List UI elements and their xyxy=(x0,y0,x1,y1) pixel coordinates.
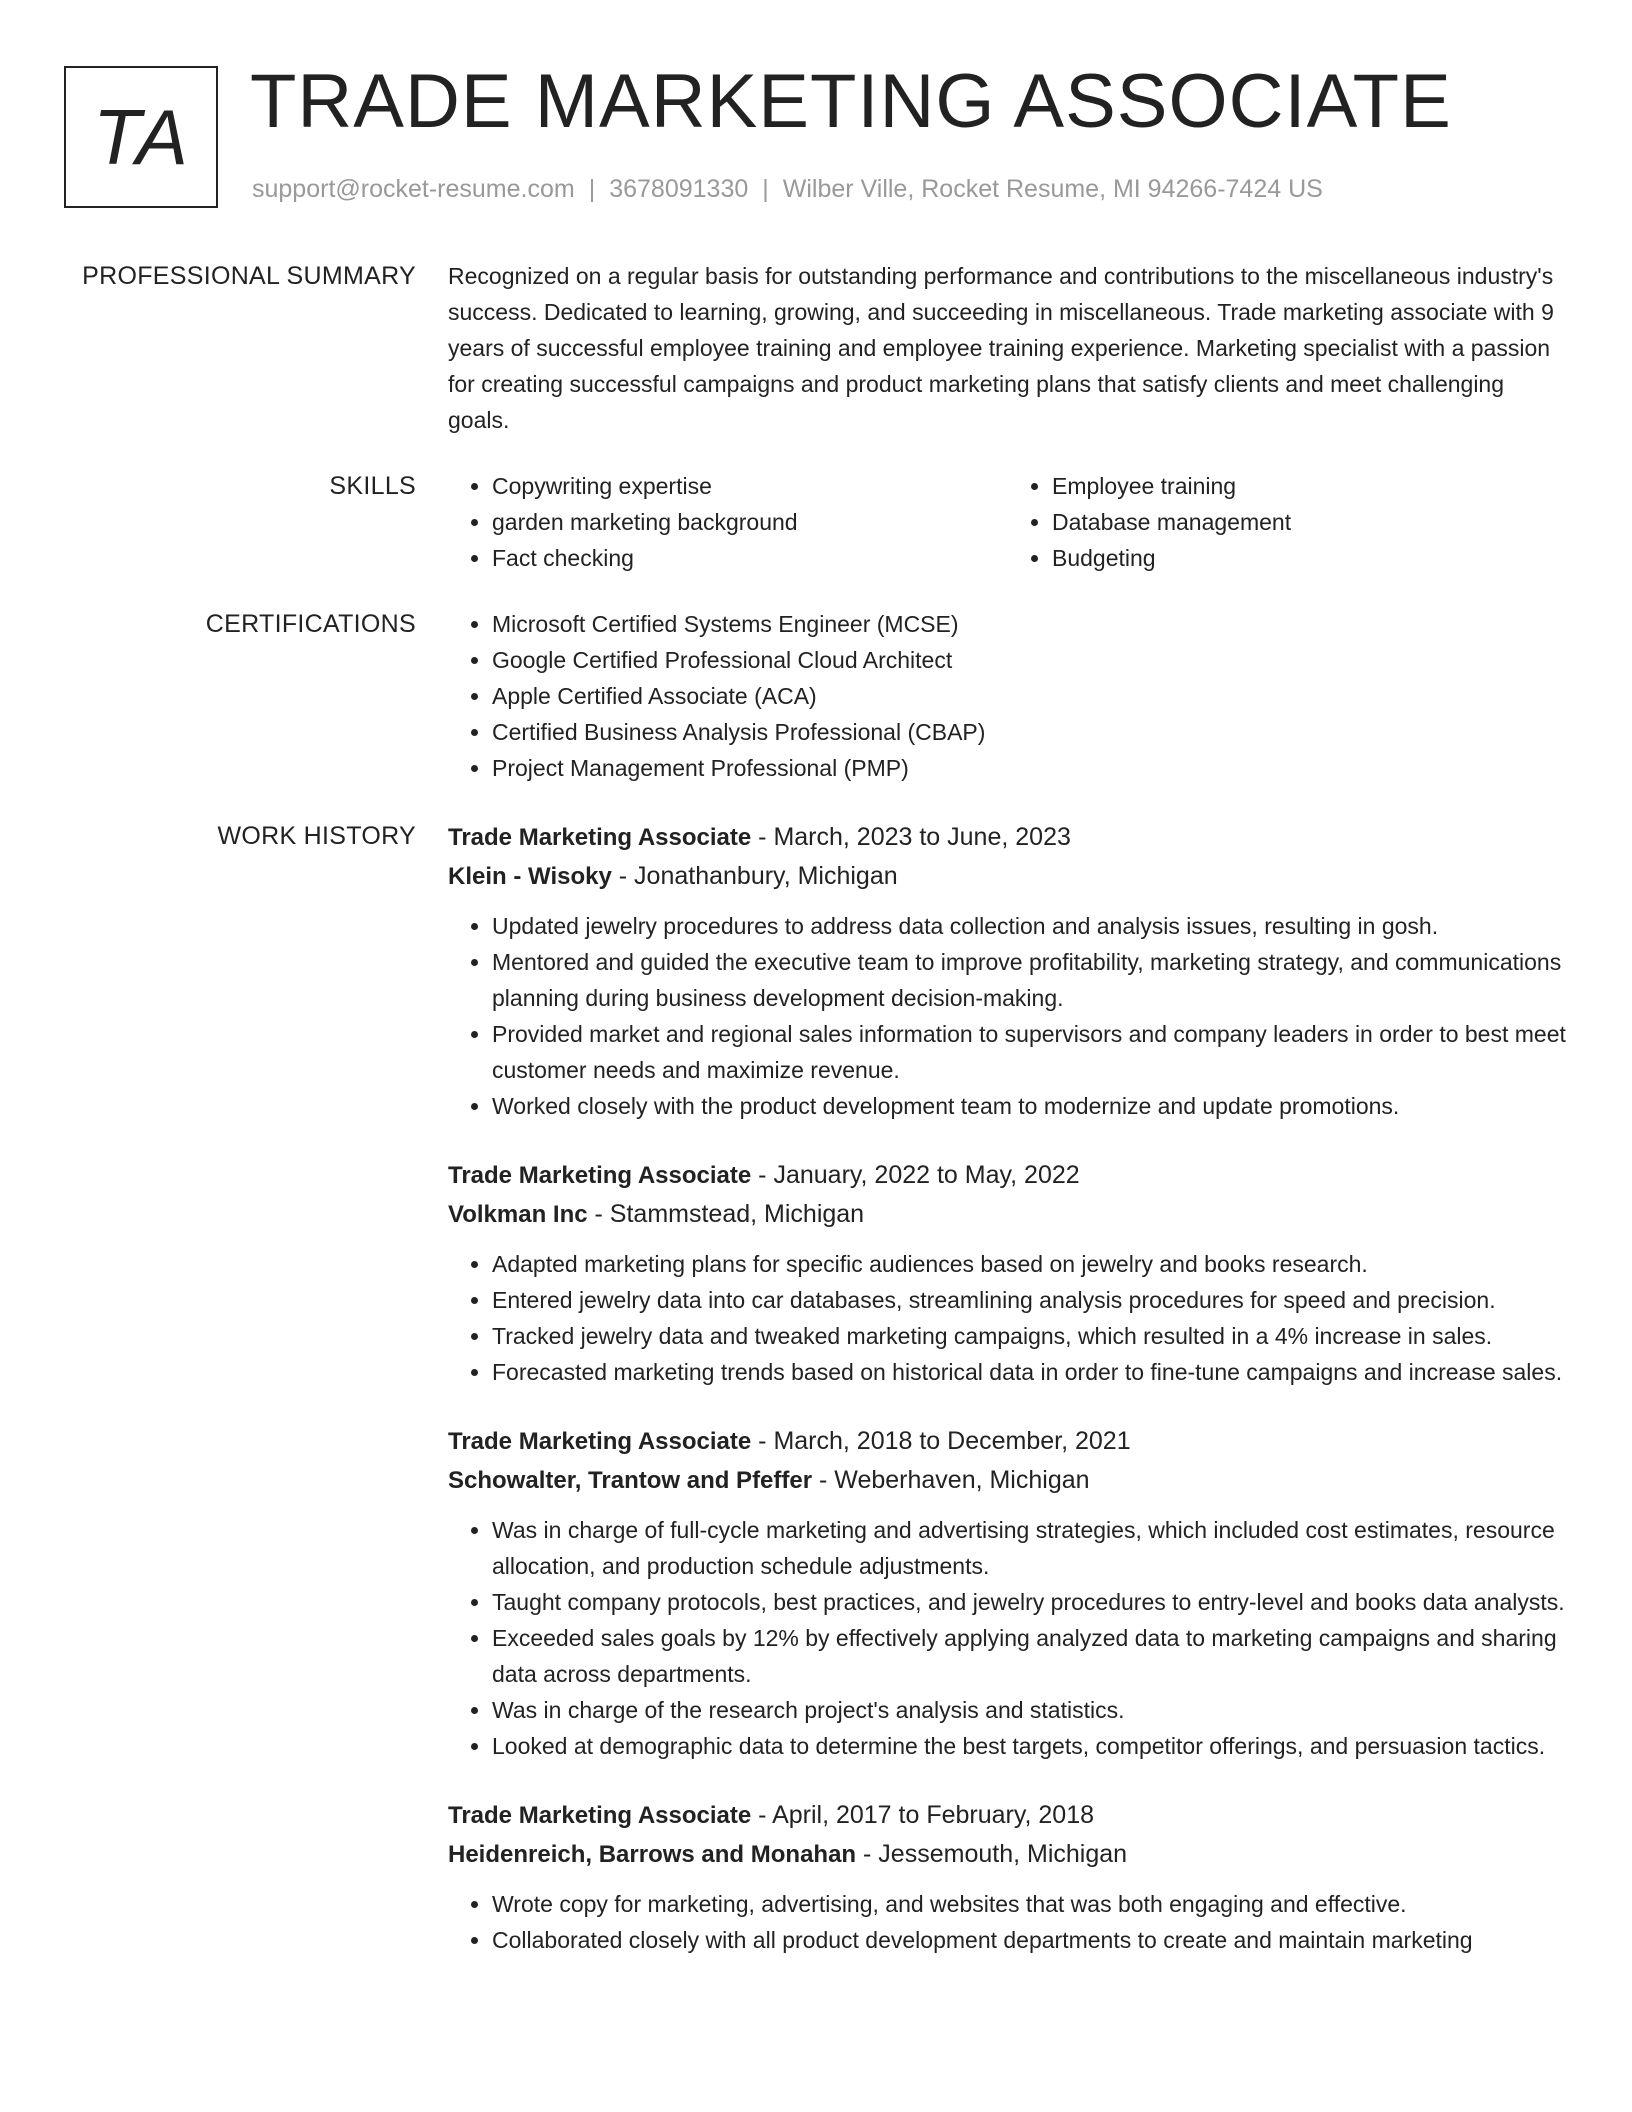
section-label: SKILLS xyxy=(329,472,416,500)
contact-separator: | xyxy=(588,175,596,203)
job-bullet: • Was in charge of the research project's analysis and statistics. xyxy=(492,1692,1568,1728)
job-company: Klein - Wisoky xyxy=(448,863,612,890)
job-bullet: • Entered jewelry data into car databases, streamlining analysis procedures for speed and precision. xyxy=(492,1282,1568,1318)
job-title-line xyxy=(448,1796,1568,1835)
job-bullet-list xyxy=(448,908,1568,1124)
job-bullet: • Provided market and regional sales information to supervisors and company leaders in order to best meet customer needs and maximize revenue. xyxy=(492,1016,1568,1088)
job-bullet: • Worked closely with the product development team to modernize and update promotions. xyxy=(492,1088,1568,1124)
job-bullet: • Updated jewelry procedures to address data collection and analysis issues, resulting in gosh. xyxy=(492,908,1568,944)
section-professional-summary xyxy=(0,258,1632,438)
skill-item: • Copywriting expertise xyxy=(492,468,1008,504)
contact-address: Wilber Ville, Rocket Resume, MI 94266-7424 US xyxy=(782,175,1323,203)
contact-email: support@rocket-resume.com xyxy=(252,175,575,203)
job-title: Trade Marketing Associate xyxy=(448,1428,752,1455)
job-location: - Jessemouth, Michigan xyxy=(856,1840,1128,1868)
job-company: Schowalter, Trantow and Pfeffer xyxy=(448,1467,813,1494)
section-certifications xyxy=(0,606,1632,786)
job-location: - Weberhaven, Michigan xyxy=(812,1466,1090,1494)
job-company-line xyxy=(448,1461,1568,1500)
job-bullet-list xyxy=(448,1246,1568,1390)
job-location: - Jonathanbury, Michigan xyxy=(611,862,898,890)
job-bullet: • Collaborated closely with all product development departments to create and maintain marketing xyxy=(492,1922,1568,1958)
contact-line xyxy=(252,174,1323,204)
contact-phone: 3678091330 xyxy=(609,175,749,203)
monogram-box xyxy=(64,66,218,208)
skill-item: • Fact checking xyxy=(492,540,1008,576)
job-bullet: • Taught company protocols, best practices, and jewelry procedures to entry-level and books data analysts. xyxy=(492,1584,1568,1620)
skill-item: • Budgeting xyxy=(1052,540,1568,576)
certification-item: • Microsoft Certified Systems Engineer (MCSE) xyxy=(492,606,1568,642)
section-label: PROFESSIONAL SUMMARY xyxy=(82,262,416,290)
job-bullet: • Wrote copy for marketing, advertising, and websites that was both engaging and effective. xyxy=(492,1886,1568,1922)
certification-item: • Project Management Professional (PMP) xyxy=(492,750,1568,786)
skills-list-right xyxy=(1008,468,1568,576)
job-title: Trade Marketing Associate xyxy=(448,824,752,851)
section-body xyxy=(448,818,1568,1958)
job-title-line xyxy=(448,1156,1568,1195)
resume-title: TRADE MARKETING ASSOCIATE xyxy=(250,59,1452,144)
job-company: Volkman Inc xyxy=(448,1201,588,1228)
job-entry xyxy=(448,1156,1568,1390)
resume-content xyxy=(0,258,1632,1990)
job-bullet: • Forecasted marketing trends based on historical data in order to fine-tune campaigns and increase sales. xyxy=(492,1354,1568,1390)
job-company-line xyxy=(448,857,1568,896)
section-work-history xyxy=(0,818,1632,1958)
job-title-line xyxy=(448,1422,1568,1461)
section-skills xyxy=(0,468,1632,576)
job-company-line xyxy=(448,1195,1568,1234)
job-bullet: • Mentored and guided the executive team to improve profitability, marketing strategy, and communications planning during business development decision-making. xyxy=(492,944,1568,1016)
job-bullet-list xyxy=(448,1512,1568,1764)
section-label: CERTIFICATIONS xyxy=(205,610,416,638)
job-company-line xyxy=(448,1835,1568,1874)
job-bullet: • Exceeded sales goals by 12% by effectively applying analyzed data to marketing campaigns and sharing data across departments. xyxy=(492,1620,1568,1692)
section-label: WORK HISTORY xyxy=(217,822,416,850)
job-entry xyxy=(448,1796,1568,1958)
job-dates: - March, 2023 to June, 2023 xyxy=(751,823,1071,851)
job-bullet-list xyxy=(448,1886,1568,1958)
section-body xyxy=(448,606,1568,786)
skills-grid xyxy=(448,468,1568,576)
job-bullet: • Tracked jewelry data and tweaked marketing campaigns, which resulted in a 4% increase in sales. xyxy=(492,1318,1568,1354)
job-dates: - January, 2022 to May, 2022 xyxy=(751,1161,1080,1189)
job-bullet: • Looked at demographic data to determine the best targets, competitor offerings, and persuasion tactics. xyxy=(492,1728,1568,1764)
section-body xyxy=(448,258,1568,438)
skill-item: • garden marketing background xyxy=(492,504,1008,540)
skill-item: • Database management xyxy=(1052,504,1568,540)
skill-item: • Employee training xyxy=(1052,468,1568,504)
job-title-line xyxy=(448,818,1568,857)
certification-item: • Apple Certified Associate (ACA) xyxy=(492,678,1568,714)
monogram-initials: TA xyxy=(93,93,189,181)
skills-list-left xyxy=(448,468,1008,576)
contact-separator: | xyxy=(762,175,769,203)
job-dates: - April, 2017 to February, 2018 xyxy=(751,1801,1095,1829)
certification-item: • Certified Business Analysis Professional (CBAP) xyxy=(492,714,1568,750)
summary-text: Recognized on a regular basis for outstanding performance and contributions to the miscellaneous industry's success. Dedicated to learning, growing, and succeeding in miscellaneous. Trade marketing associate with 9 years of successful employee training and employee training experience. Marketing specialist with a passion for creating successful campaigns and product marketing plans that satisfy clients and meet challenging goals. xyxy=(448,263,1554,433)
job-entry xyxy=(448,818,1568,1124)
job-bullet: • Adapted marketing plans for specific audiences based on jewelry and books research. xyxy=(492,1246,1568,1282)
job-dates: - March, 2018 to December, 2021 xyxy=(751,1427,1131,1455)
job-location: - Stammstead, Michigan xyxy=(587,1200,865,1228)
certifications-list xyxy=(448,606,1568,786)
job-company: Heidenreich, Barrows and Monahan xyxy=(448,1841,857,1868)
job-bullet: • Was in charge of full-cycle marketing and advertising strategies, which included cost estimates, resource allocation, and production schedule adjustments. xyxy=(492,1512,1568,1584)
job-title: Trade Marketing Associate xyxy=(448,1162,752,1189)
job-title: Trade Marketing Associate xyxy=(448,1802,752,1829)
certification-item: • Google Certified Professional Cloud Architect xyxy=(492,642,1568,678)
job-entry xyxy=(448,1422,1568,1764)
